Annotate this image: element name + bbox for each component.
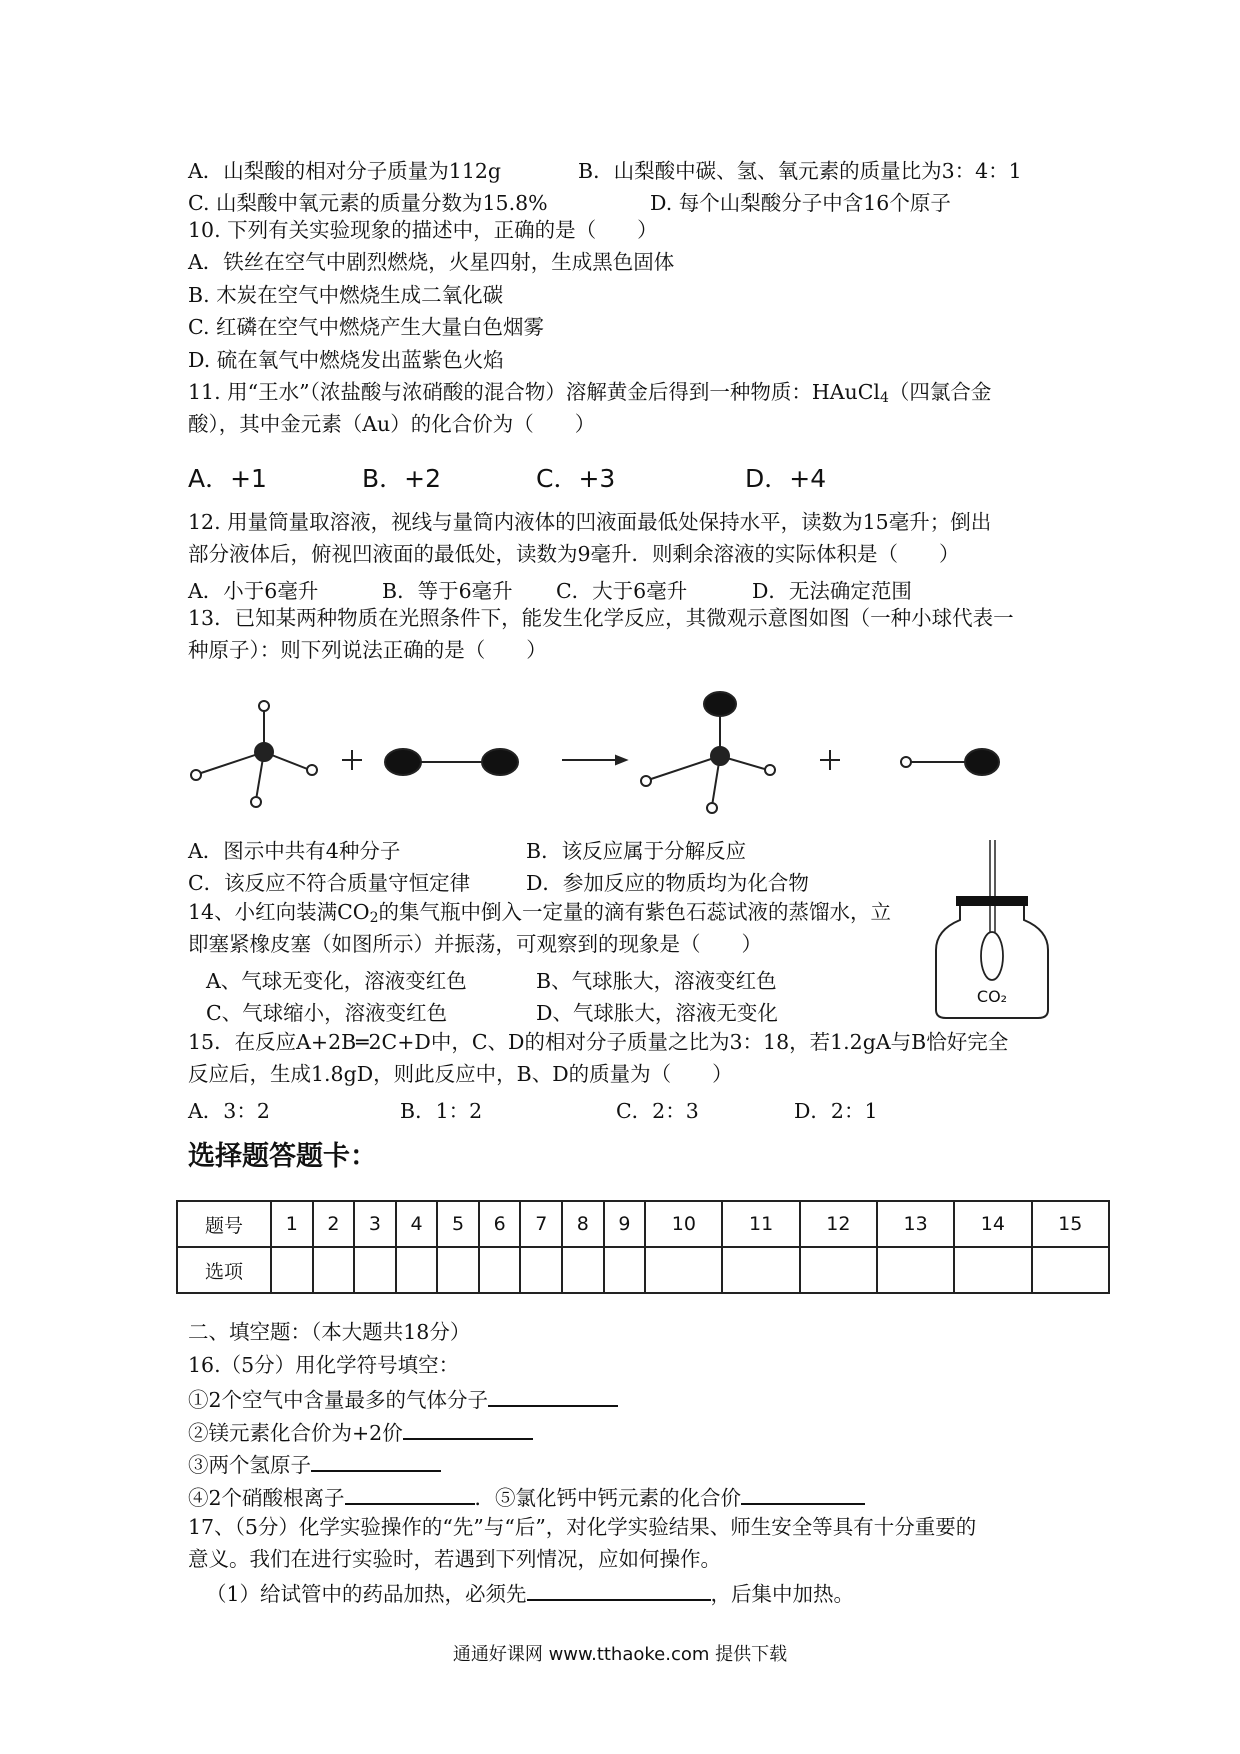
q9-option-b: B．山梨酸中碳、氢、氧元素的质量比为3：4：1 bbox=[578, 159, 1022, 183]
answer-cell[interactable] bbox=[800, 1247, 877, 1293]
q16-blank-1[interactable] bbox=[488, 1383, 618, 1407]
answer-cell[interactable] bbox=[354, 1247, 396, 1293]
q17-line2: 意义。我们在进行实验时，若遇到下列情况，应如何操作。 bbox=[188, 1547, 721, 1571]
q12-stem-line2: 部分液体后，俯视凹液面的最低处，读数为9毫升．则剩余溶液的实际体积是（ ） bbox=[188, 542, 960, 566]
q16-item-4-5: ④2个硝酸根离子 ．⑤氯化钙中钙元素的化合价 bbox=[188, 1481, 865, 1512]
balloon-icon bbox=[981, 932, 1003, 980]
q9-option-c: C. 山梨酸中氧元素的质量分数为15.8% bbox=[188, 191, 548, 215]
gas-bottle-figure bbox=[928, 840, 1058, 1020]
q12-option-a: A．小于6毫升 bbox=[188, 579, 319, 603]
q14-option-b: B、气球胀大，溶液变红色 bbox=[536, 969, 777, 993]
answer-cell[interactable] bbox=[1032, 1247, 1109, 1293]
q11-option-b: B．+2 bbox=[362, 464, 442, 493]
q17-item-1: （1）给试管中的药品加热，必须先 ，后集中加热。 bbox=[206, 1577, 854, 1608]
q9-option-d: D. 每个山梨酸分子中含16个原子 bbox=[650, 191, 951, 215]
q14-option-a: A、气球无变化，溶液变红色 bbox=[206, 969, 467, 993]
q16-item-2: ②镁元素化合价为+2价 bbox=[188, 1416, 533, 1447]
q11-option-a: A．+1 bbox=[188, 464, 267, 493]
number-cell: 2 bbox=[313, 1201, 355, 1247]
q17-blank-1[interactable] bbox=[527, 1577, 711, 1601]
number-cell: 5 bbox=[437, 1201, 479, 1247]
number-cell: 7 bbox=[520, 1201, 562, 1247]
answer-cell[interactable] bbox=[877, 1247, 954, 1293]
answer-card-table bbox=[176, 1200, 1110, 1294]
q17-line1: 17、（5分）化学实验操作的“先”与“后”，对化学实验结果、师生安全等具有十分重要的 bbox=[188, 1515, 977, 1539]
reaction-diagram bbox=[180, 690, 1020, 820]
number-cell: 8 bbox=[562, 1201, 604, 1247]
q14-option-c: C、气球缩小，溶液变红色 bbox=[206, 1001, 448, 1025]
page-footer: 通通好课网 www.tthaoke.com 提供下载 bbox=[452, 1644, 788, 1665]
answer-cell[interactable] bbox=[954, 1247, 1031, 1293]
answer-card-option-row bbox=[177, 1247, 1109, 1293]
q16-blank-4[interactable] bbox=[345, 1481, 475, 1505]
q16-item-1: ①2个空气中含量最多的气体分子 bbox=[188, 1383, 618, 1414]
q15-option-c: C．2：3 bbox=[616, 1099, 699, 1123]
number-cell: 9 bbox=[604, 1201, 646, 1247]
answer-cell[interactable] bbox=[604, 1247, 646, 1293]
q13-stem-line2: 种原子）：则下列说法正确的是（ ） bbox=[188, 638, 547, 662]
answer-card-number-row bbox=[177, 1201, 1109, 1247]
q14-stem-line2: 即塞紧橡皮塞（如图所示）并振荡，可观察到的现象是（ ） bbox=[188, 932, 762, 956]
q15-stem-line1: 15．在反应A+2B═2C+D中，C、D的相对分子质量之比为3：18，若1.2gA与B恰好完全 bbox=[188, 1030, 1009, 1054]
q15-option-b: B．1：2 bbox=[400, 1099, 483, 1123]
q10-option-a: A．铁丝在空气中剧烈燃烧，火星四射，生成黑色固体 bbox=[188, 250, 675, 274]
q12-option-d: D．无法确定范围 bbox=[752, 579, 912, 603]
q13-stem-line1: 13．已知某两种物质在光照条件下，能发生化学反应，其微观示意图如图（一种小球代表一 bbox=[188, 606, 1014, 630]
answer-cell[interactable] bbox=[520, 1247, 562, 1293]
number-cell: 11 bbox=[722, 1201, 799, 1247]
number-cell: 4 bbox=[396, 1201, 438, 1247]
q12-stem-line1: 12. 用量筒量取溶液，视线与量筒内液体的凹液面最低处保持水平，读数为15毫升；倒出 bbox=[188, 510, 992, 534]
answer-cell[interactable] bbox=[722, 1247, 799, 1293]
q10-option-c: C. 红磷在空气中燃烧产生大量白色烟雾 bbox=[188, 315, 544, 339]
q11-option-d: D．+4 bbox=[745, 464, 827, 493]
rubber-stopper bbox=[956, 896, 1028, 906]
reaction-arrow bbox=[562, 756, 626, 764]
answer-cell[interactable] bbox=[313, 1247, 355, 1293]
number-cell: 12 bbox=[800, 1201, 877, 1247]
q12-option-b: B．等于6毫升 bbox=[382, 579, 513, 603]
q11-option-c: C．+3 bbox=[536, 464, 616, 493]
q16-item-3: ③两个氢原子 bbox=[188, 1448, 441, 1479]
q11-stem-line1: 11. 用“王水”（浓盐酸与浓硝酸的混合物）溶解黄金后得到一种物质：HAuCl$_4$（四氯合金 bbox=[188, 380, 992, 406]
q13-option-c: C．该反应不符合质量守恒定律 bbox=[188, 871, 471, 895]
q14-option-d: D、气球胀大，溶液无变化 bbox=[536, 1001, 778, 1025]
q10-option-b: B. 木炭在空气中燃烧生成二氧化碳 bbox=[188, 283, 504, 307]
q16-stem: 16.（5分）用化学符号填空： bbox=[188, 1353, 460, 1377]
number-cell: 15 bbox=[1032, 1201, 1109, 1247]
plus-sign-1 bbox=[342, 750, 362, 770]
plus-sign-2 bbox=[820, 750, 840, 770]
answer-cell[interactable] bbox=[396, 1247, 438, 1293]
option-row-label: 选项 bbox=[177, 1247, 271, 1293]
q15-stem-line2: 反应后，生成1.8gD，则此反应中，B、D的质量为（ ） bbox=[188, 1062, 733, 1086]
q11-stem-line2: 酸），其中金元素（Au）的化合价为（ ） bbox=[188, 412, 596, 436]
answer-cell[interactable] bbox=[479, 1247, 521, 1293]
q13-option-a: A．图示中共有4种分子 bbox=[188, 839, 401, 863]
number-cell: 3 bbox=[354, 1201, 396, 1247]
q9-option-a: A．山梨酸的相对分子质量为112g bbox=[188, 159, 502, 183]
number-cell: 6 bbox=[479, 1201, 521, 1247]
number-cell: 14 bbox=[954, 1201, 1031, 1247]
number-cell: 13 bbox=[877, 1201, 954, 1247]
answer-card-heading: 选择题答题卡： bbox=[188, 1141, 377, 1172]
answer-cell[interactable] bbox=[562, 1247, 604, 1293]
answer-cell[interactable] bbox=[437, 1247, 479, 1293]
q12-option-c: C．大于6毫升 bbox=[556, 579, 688, 603]
chloromethane-molecule bbox=[641, 692, 775, 813]
q15-option-d: D．2：1 bbox=[794, 1099, 878, 1123]
number-cell: 10 bbox=[645, 1201, 722, 1247]
q14-stem-line1: 14、小红向装满$CO_2$的集气瓶中倒入一定量的滴有紫色石蕊试液的蒸馏水，立 bbox=[188, 900, 891, 926]
number-cell: 1 bbox=[271, 1201, 313, 1247]
answer-cell[interactable] bbox=[645, 1247, 722, 1293]
hydrogen-chloride-molecule bbox=[901, 749, 999, 775]
q10-option-d: D. 硫在氧气中燃烧发出蓝紫色火焰 bbox=[188, 348, 504, 372]
methane-molecule bbox=[191, 701, 317, 807]
section2-heading: 二、填空题：（本大题共18分） bbox=[188, 1320, 471, 1344]
q10-stem: 10. 下列有关实验现象的描述中，正确的是（ ） bbox=[188, 218, 658, 242]
bottle-label: CO₂ bbox=[976, 987, 1008, 1006]
q16-blank-2[interactable] bbox=[403, 1416, 533, 1440]
q16-blank-5[interactable] bbox=[741, 1481, 865, 1505]
q16-blank-3[interactable] bbox=[311, 1448, 441, 1472]
q13-option-d: D．参加反应的物质均为化合物 bbox=[526, 871, 809, 895]
number-row-label: 题号 bbox=[177, 1201, 271, 1247]
answer-cell[interactable] bbox=[271, 1247, 313, 1293]
q13-option-b: B．该反应属于分解反应 bbox=[526, 839, 747, 863]
chlorine-molecule bbox=[385, 749, 518, 775]
q15-option-a: A．3：2 bbox=[188, 1099, 270, 1123]
